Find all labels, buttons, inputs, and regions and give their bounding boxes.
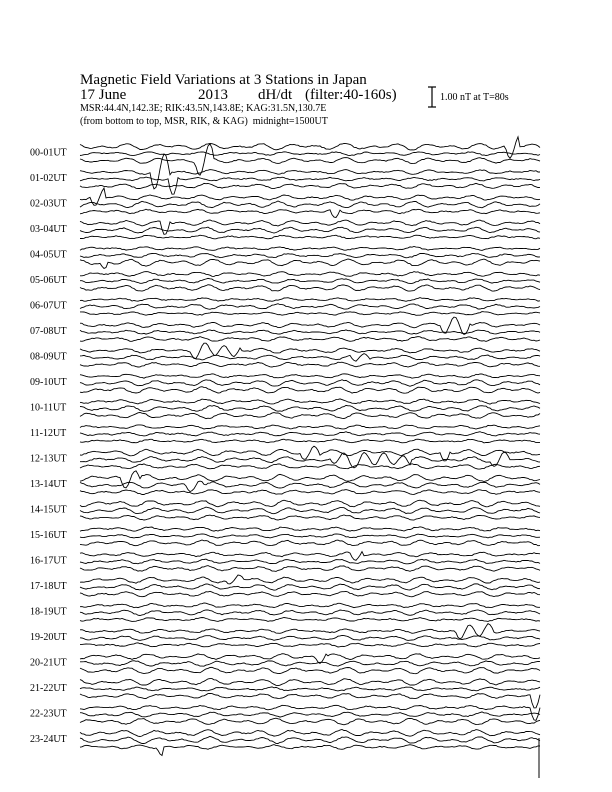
trace-06-07UT-MSR: [80, 312, 540, 316]
trace-21-22UT-KAG: [80, 679, 540, 686]
trace-10-11UT-MSR: [80, 413, 540, 419]
hour-label-05-06UT: 05-06UT: [30, 275, 67, 286]
hour-label-16-17UT: 16-17UT: [30, 555, 67, 567]
trace-02-03UT-MSR: [80, 209, 540, 217]
trace-08-09UT-KAG: [80, 343, 540, 358]
hour-label-00-01UT: 00-01UT: [30, 147, 67, 159]
trace-11-12UT-KAG: [80, 425, 540, 429]
trace-18-19UT-MSR: [80, 618, 540, 622]
hour-label-02-03UT: 02-03UT: [30, 198, 67, 210]
trace-07-08UT-KAG: [80, 317, 540, 334]
trace-08-09UT-RIK: [80, 354, 540, 362]
trace-04-05UT-RIK: [80, 253, 540, 257]
trace-22-23UT-RIK: [80, 712, 540, 717]
chart-title: Magnetic Field Variations at 3 Stations in Japan: [80, 72, 367, 88]
quantity-label: dH/dt: [258, 87, 293, 103]
trace-02-03UT-RIK: [80, 201, 540, 208]
trace-22-23UT-MSR: [80, 718, 540, 725]
trace-15-16UT-MSR: [80, 540, 540, 546]
trace-23-24UT-MSR: [80, 745, 540, 756]
trace-11-12UT-MSR: [80, 439, 540, 443]
station-coordinates: MSR:44.4N,142.3E; RIK:43.5N,143.8E; KAG:31.5N,130.7E: [80, 103, 327, 114]
trace-05-06UT-MSR: [80, 285, 540, 291]
hour-label-12-13UT: 12-13UT: [30, 453, 67, 465]
trace-00-01UT-MSR: [80, 144, 540, 175]
hour-label-07-08UT: 07-08UT: [30, 326, 67, 337]
hour-label-20-21UT: 20-21UT: [30, 657, 67, 669]
hour-label-18-19UT: 18-19UT: [30, 606, 67, 618]
trace-16-17UT-RIK: [80, 559, 540, 564]
trace-14-15UT-KAG: [80, 500, 540, 507]
date-day: 17 June: [80, 87, 127, 103]
hour-label-19-20UT: 19-20UT: [30, 632, 67, 643]
hour-label-09-10UT: 09-10UT: [30, 377, 67, 388]
trace-01-02UT-MSR: [80, 183, 540, 188]
trace-16-17UT-MSR: [80, 566, 540, 572]
midnight-note: midnight=1500UT: [252, 116, 328, 127]
trace-20-21UT-RIK: [80, 661, 540, 667]
trace-19-20UT-RIK: [80, 635, 540, 640]
trace-03-04UT-RIK: [80, 227, 540, 233]
trace-14-15UT-RIK: [80, 507, 540, 514]
trace-10-11UT-RIK: [80, 405, 540, 411]
hour-label-17-18UT: 17-18UT: [30, 581, 67, 592]
hour-label-08-09UT: 08-09UT: [30, 351, 67, 363]
trace-01-02UT-KAG: [80, 154, 540, 189]
hour-label-13-14UT: 13-14UT: [30, 479, 67, 490]
trace-20-21UT-MSR: [80, 667, 540, 673]
trace-18-19UT-RIK: [80, 610, 540, 616]
trace-06-07UT-RIK: [80, 304, 540, 310]
hour-label-04-05UT: 04-05UT: [30, 249, 67, 261]
hour-label-11-12UT: 11-12UT: [30, 428, 67, 439]
trace-21-22UT-RIK: [80, 687, 540, 691]
filter-label: (filter:40-160s): [305, 87, 397, 103]
trace-11-12UT-RIK: [80, 432, 540, 436]
trace-23-24UT-KAG: [80, 730, 540, 737]
trace-00-01UT-RIK: [80, 152, 540, 156]
trace-00-01UT-KAG: [80, 137, 540, 159]
trace-03-04UT-MSR: [80, 235, 540, 239]
hour-label-22-23UT: 22-23UT: [30, 708, 67, 720]
date-year: 2013: [198, 87, 228, 103]
hour-label-03-04UT: 03-04UT: [30, 224, 67, 235]
trace-20-21UT-KAG: [80, 654, 540, 664]
trace-15-16UT-RIK: [80, 534, 540, 538]
trace-10-11UT-KAG: [80, 399, 540, 404]
trace-22-23UT-KAG: [80, 705, 540, 720]
hour-label-01-02UT: 01-02UT: [30, 173, 67, 184]
hour-label-23-24UT: 23-24UT: [30, 734, 67, 745]
trace-09-10UT-MSR: [80, 387, 540, 394]
scale-label: 1.00 nT at T=80s: [440, 92, 509, 103]
trace-05-06UT-KAG: [80, 272, 540, 277]
trace-13-14UT-RIK: [80, 481, 540, 492]
hour-label-10-11UT: 10-11UT: [30, 402, 67, 414]
trace-03-04UT-KAG: [80, 220, 540, 234]
trace-17-18UT-KAG: [80, 575, 540, 584]
trace-12-13UT-KAG: [80, 446, 540, 461]
trace-12-13UT-MSR: [80, 464, 540, 469]
hour-label-15-16UT: 15-16UT: [30, 530, 67, 541]
trace-19-20UT-MSR: [80, 643, 540, 647]
trace-18-19UT-KAG: [80, 603, 540, 608]
trace-07-08UT-MSR: [80, 337, 540, 342]
hour-label-14-15UT: 14-15UT: [30, 504, 67, 516]
trace-02-03UT-KAG: [80, 188, 540, 205]
trace-15-16UT-KAG: [80, 527, 540, 531]
trace-05-06UT-RIK: [80, 278, 540, 283]
trace-17-18UT-MSR: [80, 591, 540, 597]
hour-label-21-22UT: 21-22UT: [30, 683, 67, 694]
scale-bar: [428, 87, 436, 107]
trace-07-08UT-RIK: [80, 330, 540, 334]
trace-23-24UT-RIK: [80, 736, 540, 743]
trace-09-10UT-KAG: [80, 374, 540, 378]
trace-16-17UT-KAG: [80, 552, 540, 561]
trace-09-10UT-RIK: [80, 380, 540, 387]
hour-label-06-07UT: 06-07UT: [30, 300, 67, 312]
trace-13-14UT-MSR: [80, 490, 540, 495]
trace-04-05UT-MSR: [80, 259, 540, 268]
trace-04-05UT-KAG: [80, 247, 540, 251]
trace-06-07UT-KAG: [80, 298, 540, 302]
trace-17-18UT-RIK: [80, 584, 540, 590]
trace-14-15UT-MSR: [80, 515, 540, 520]
order-note: (from bottom to top, MSR, RIK, & KAG): [80, 116, 248, 127]
trace-08-09UT-MSR: [80, 362, 540, 367]
